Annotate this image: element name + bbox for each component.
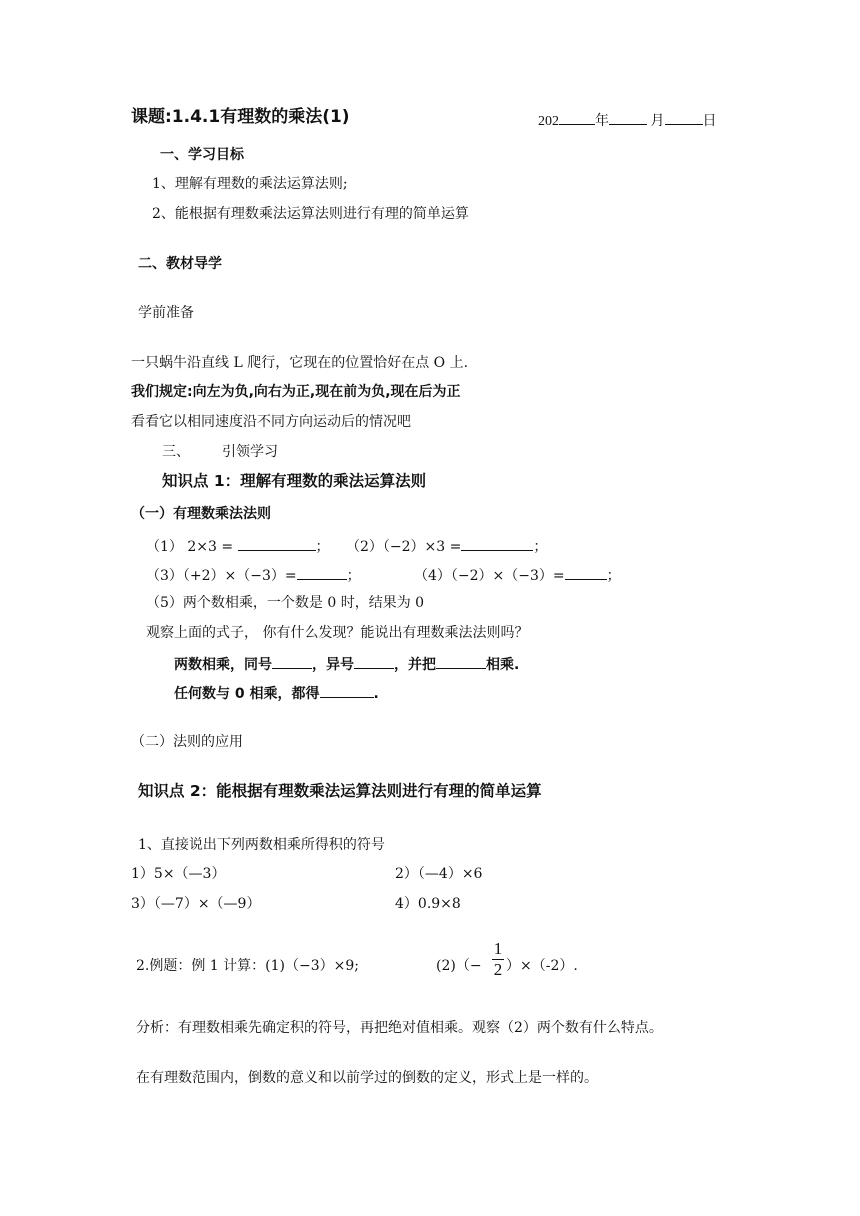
exercise-1-text: （1） 2×3 = — [146, 539, 238, 555]
semicolon: ； — [533, 539, 548, 555]
snail-line: 一只蜗牛沿直线 L 爬行，它现在的位置恰好在点 O 上. — [131, 355, 469, 371]
q1-item-3: 3）（—7）×（—9） — [131, 896, 261, 912]
example-1-part2-b: ）×（-2）. — [506, 958, 578, 974]
knowledge-point-1: 知识点 1：理解有理数的乘法运算法则 — [162, 472, 427, 490]
fraction-one-half — [490, 940, 506, 979]
exercise-4 — [414, 565, 621, 585]
day-label: 日 — [702, 114, 717, 129]
analysis-text: 分析：有理数相乘先确定积的符号，再把绝对值相乘。观察（2）两个数有什么特点。 — [136, 1020, 663, 1036]
rule-text-b: ，异号 — [312, 657, 354, 673]
answer-blank[interactable] — [238, 536, 316, 551]
exercise-3 — [146, 565, 361, 585]
question-1: 1、直接说出下列两数相乘所得积的符号 — [138, 837, 385, 853]
date-prefix: 202 — [538, 114, 559, 129]
page-title: 课题:1.4.1有理数的乘法(1) — [131, 107, 350, 127]
answer-blank[interactable] — [320, 683, 374, 698]
goals-heading: 一、学习目标 — [160, 147, 244, 163]
period: . — [373, 686, 379, 702]
answer-blank[interactable] — [272, 654, 312, 669]
subsection-1: （一）有理数乘法法则 — [131, 506, 271, 522]
exercise-5: （5）两个数相乘，一个数是 0 时，结果为 0 — [146, 595, 425, 611]
q1-item-4: 4）0.9×8 — [395, 896, 461, 912]
observe-snail: 看看它以相同速度沿不同方向运动后的情况吧 — [131, 414, 411, 430]
example-1-part1: 2.例题：例 1 计算：(1)（−3）×9; — [136, 958, 359, 974]
section2-heading: 二、教材导学 — [138, 256, 222, 272]
exercise-4-text: （4）（−2）×（−3）= — [414, 568, 565, 584]
date-line — [538, 110, 717, 131]
zero-rule-line — [174, 683, 379, 703]
rule-text-a: 两数相乘，同号 — [174, 657, 272, 673]
observe-question: 观察上面的式子， 你有什么发现？能说出有理数乘法法则吗？ — [146, 625, 529, 641]
q1-item-2: 2）（—4）×6 — [395, 866, 483, 882]
reciprocal-text: 在有理数范围内，倒数的意义和以前学过的倒数的定义，形式上是一样的。 — [136, 1070, 598, 1086]
answer-blank[interactable] — [354, 654, 394, 669]
exercise-2-text: （2）（−2）×3 = — [346, 539, 462, 555]
answer-blank[interactable] — [565, 565, 607, 580]
rule-text-c: ，并把 — [394, 657, 436, 673]
exercise-1 — [146, 536, 330, 556]
example-1-part2-a: (2)（− — [436, 958, 482, 974]
year-blank — [559, 110, 595, 125]
month-blank — [609, 110, 647, 125]
rule-fill-line — [174, 654, 519, 674]
rule-text-d: 相乘. — [486, 657, 520, 673]
exercise-3-text: （3）（+2）×（−3）= — [146, 568, 297, 584]
goal-item-2: 2、能根据有理数乘法运算法则进行有理的简单运算 — [152, 206, 469, 222]
month-label: 月 — [650, 114, 665, 129]
answer-blank[interactable] — [297, 565, 347, 580]
semicolon: ； — [606, 568, 621, 584]
answer-blank[interactable] — [461, 536, 533, 551]
semicolon: ； — [315, 539, 330, 555]
prep-label: 学前准备 — [138, 305, 194, 321]
answer-blank[interactable] — [436, 654, 486, 669]
exercise-2 — [346, 536, 547, 556]
semicolon: ； — [346, 568, 361, 584]
day-blank — [665, 110, 703, 125]
knowledge-point-2: 知识点 2：能根据有理数乘法运算法则进行有理的简单运算 — [138, 782, 542, 800]
rule-definition: 我们规定:向左为负,向右为正,现在前为负,现在后为正 — [131, 384, 461, 400]
fraction-denominator: 2 — [493, 960, 503, 979]
year-label: 年 — [595, 114, 609, 129]
q1-item-1: 1）5×（—3） — [131, 866, 226, 882]
subsection-2: （二）法则的应用 — [131, 734, 243, 750]
goal-item-1: 1、理解有理数的乘法运算法则; — [152, 176, 348, 192]
fraction-numerator: 1 — [493, 939, 503, 958]
zero-rule-text: 任何数与 0 相乘，都得 — [174, 686, 320, 702]
section3-num: 三、 — [162, 444, 190, 460]
section3-heading: 引领学习 — [222, 444, 278, 460]
